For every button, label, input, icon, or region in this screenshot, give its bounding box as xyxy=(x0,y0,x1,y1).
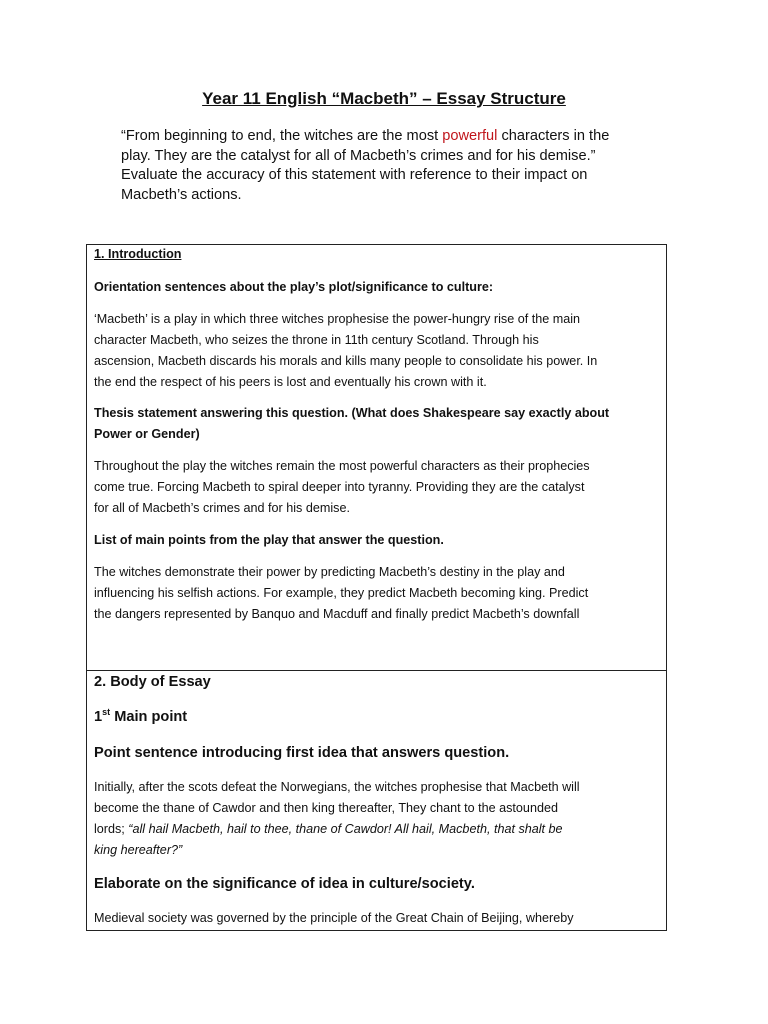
document-title: Year 11 English “Macbeth” – Essay Structure xyxy=(202,89,566,108)
thesis-line: Throughout the play the witches remain the most powerful characters as their prophecies xyxy=(94,459,590,473)
main-point-text: Main point xyxy=(110,709,188,725)
thesis-line: come true. Forcing Macbeth to spiral deeper into tyranny. Providing they are the catalyst xyxy=(94,480,585,494)
question-line-1 xyxy=(121,127,651,147)
question-line-1-start: “From beginning to end, the witches are the most xyxy=(121,128,443,144)
main-point-number: 1 xyxy=(94,709,103,725)
question-line-4: Macbeth’s actions. xyxy=(121,186,242,203)
point-line: Initially, after the scots defeat the Norwegians, the witches prophesise that Macbeth will xyxy=(94,780,580,794)
orientation-line: ‘Macbeth’ is a play in which three witches prophesise the power-hungry rise of the main xyxy=(94,312,581,326)
thesis-line: for all of Macbeth’s crimes and for his demise. xyxy=(94,501,350,515)
main-point-ordinal: st xyxy=(102,707,111,718)
question-accent-word: powerful xyxy=(442,128,498,144)
question-line-1-end: characters in the xyxy=(497,128,610,144)
introduction-heading: 1. Introduction xyxy=(94,247,182,261)
points-line: influencing his selfish actions. For example, they predict Macbeth becoming king. Predict xyxy=(94,586,589,600)
point-sentence-label: Point sentence introducing first idea that answers question. xyxy=(94,745,510,761)
essay-question xyxy=(121,127,651,205)
body-section xyxy=(86,670,667,931)
thesis-label: Power or Gender) xyxy=(94,427,200,441)
orientation-line: ascension, Macbeth discards his morals and kills many people to consolidate his power. In xyxy=(94,354,598,368)
thesis-label: Thesis statement answering this question. (What does Shakespeare say exactly about xyxy=(94,406,610,420)
point-line-3-start: lords; xyxy=(94,822,129,836)
question-line-3: Evaluate the accuracy of this statement with reference to their impact on xyxy=(121,167,588,184)
question-line-2: play. They are the catalyst for all of Macbeth’s crimes and for his demise.” xyxy=(121,147,596,164)
point-line: become the thane of Cawdor and then king thereafter, They chant to the astounded xyxy=(94,801,558,815)
elaborate-label: Elaborate on the significance of idea in culture/society. xyxy=(94,876,475,892)
points-line: the dangers represented by Banquo and Macduff and finally predict Macbeth’s downfall xyxy=(94,607,580,621)
introduction-section xyxy=(86,244,667,671)
point-line xyxy=(94,821,563,837)
quote-text: king hereafter?” xyxy=(94,843,183,857)
elaborate-line: Medieval society was governed by the principle of the Great Chain of Beijing, whereby xyxy=(94,911,574,925)
quote-text: “all hail Macbeth, hail to thee, thane of Cawdor! All hail, Macbeth, that shalt be xyxy=(128,822,563,836)
orientation-line: character Macbeth, who seizes the throne in 11th century Scotland. Through his xyxy=(94,333,539,347)
body-heading: 2. Body of Essay xyxy=(94,674,211,690)
points-label: List of main points from the play that answer the question. xyxy=(94,533,444,547)
main-point-heading xyxy=(94,708,187,726)
points-line: The witches demonstrate their power by predicting Macbeth’s destiny in the play and xyxy=(94,565,565,579)
orientation-label: Orientation sentences about the play’s plot/significance to culture: xyxy=(94,280,494,294)
orientation-line: the end the respect of his peers is lost and eventually his crown with it. xyxy=(94,375,487,389)
